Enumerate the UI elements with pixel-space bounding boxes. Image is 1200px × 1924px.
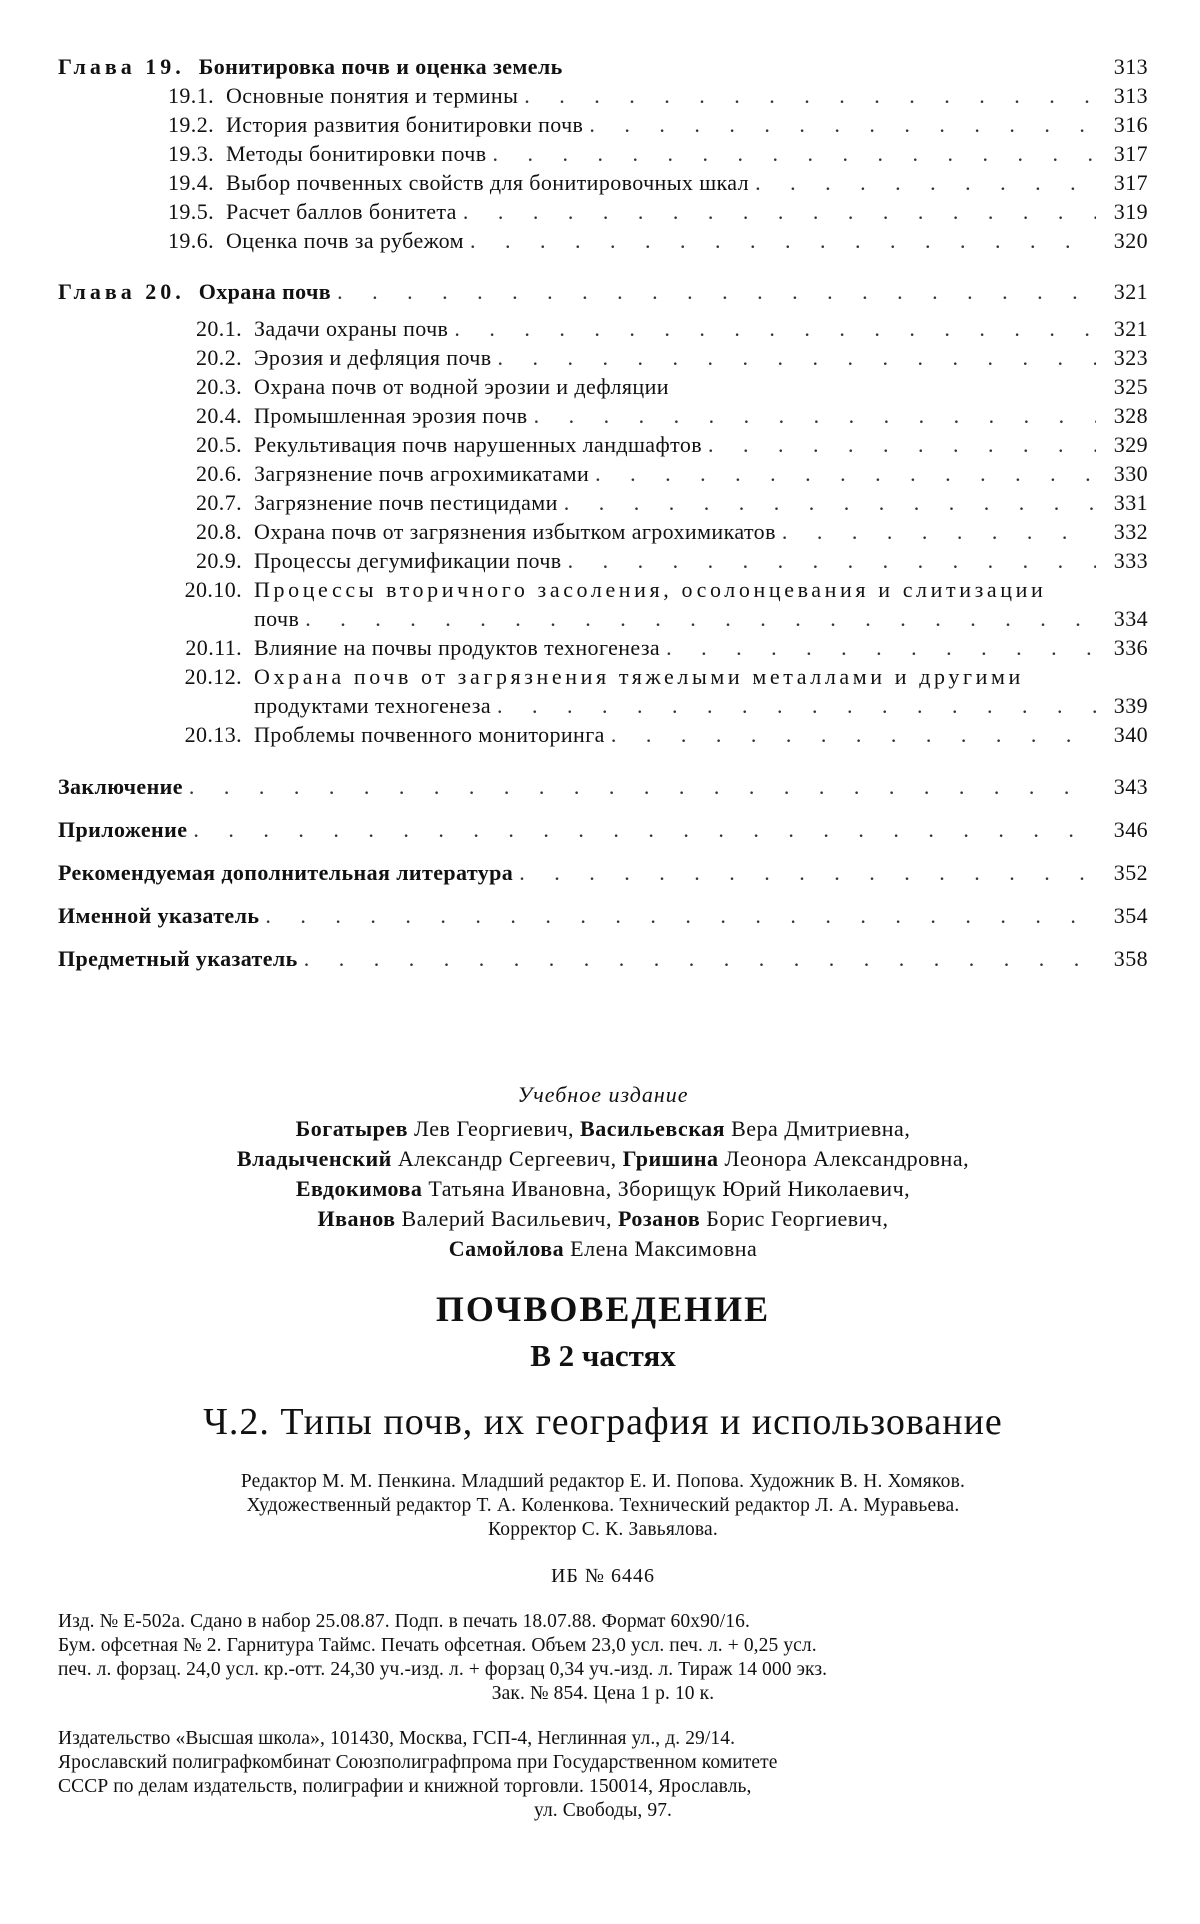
page-number: 323 <box>1113 345 1148 370</box>
section-title: Задачи охраны почв <box>254 316 449 341</box>
author-surname: Иванов <box>317 1206 396 1231</box>
page-number: 317 <box>1113 170 1148 195</box>
leader-dots <box>497 691 1096 720</box>
toc-section-19-5[interactable] <box>58 197 1148 226</box>
author-surname: Владыченский <box>236 1146 392 1171</box>
edition-type: Учебное издание <box>517 1082 689 1107</box>
chapter-title: Бонитировка почв и оценка земель <box>198 54 563 79</box>
tech-line: Изд. № Е-502а. Сдано в набор 25.08.87. Подп. в печать 18.07.88. Формат 60х90/16. <box>58 1611 750 1632</box>
author-name: Лев Георгиевич <box>414 1116 569 1141</box>
entry-title: Заключение <box>58 774 183 799</box>
page-number: 332 <box>1113 519 1148 544</box>
page-number: 319 <box>1113 199 1148 224</box>
leader-dots <box>493 139 1096 168</box>
toc-section-20-3[interactable] <box>58 372 1148 401</box>
toc-section-19-6[interactable] <box>58 226 1148 255</box>
table-of-contents <box>58 52 1148 973</box>
section-title: Загрязнение почв пестицидами <box>254 490 558 515</box>
leader-dots <box>611 720 1096 749</box>
section-title: Влияние на почвы продуктов техногенеза <box>254 635 661 660</box>
author-surname: Розанов <box>617 1206 701 1231</box>
toc-section-20-10-continued[interactable] <box>58 604 1148 633</box>
section-number: 19.2. <box>168 112 214 137</box>
author-surname: Гришина <box>622 1146 719 1171</box>
toc-recommended-literature[interactable] <box>58 857 1148 887</box>
leader-dots <box>534 401 1096 430</box>
author-surname: Васильевская <box>580 1116 726 1141</box>
section-number: 20.10. <box>184 577 242 602</box>
part-title: Ч.2. Типы почв, их география и использование <box>203 1401 1003 1443</box>
order-and-price: Зак. № 854. Цена 1 р. 10 к. <box>491 1683 715 1704</box>
toc-section-20-12[interactable] <box>58 662 1148 691</box>
leader-dots <box>337 277 1096 306</box>
staff-line: Редактор М. М. Пенкина. Младший редактор Е. И. Попова. Художник В. Н. Хомяков. <box>240 1471 966 1492</box>
page-number: 325 <box>1113 374 1148 399</box>
author-surname: Богатырев <box>295 1116 409 1141</box>
toc-section-19-3[interactable] <box>58 139 1148 168</box>
section-number: 20.12. <box>184 664 242 689</box>
section-number: 20.6. <box>196 461 242 486</box>
section-title: Процессы дегумификации почв <box>254 548 562 573</box>
leader-dots <box>470 226 1096 255</box>
leader-dots <box>498 343 1096 372</box>
leader-dots <box>519 858 1096 887</box>
page-number: 334 <box>1113 606 1148 631</box>
author-name: Татьяна Ивановна <box>428 1176 606 1201</box>
chapter-label: Глава 19. <box>58 54 185 79</box>
page-number: 358 <box>1113 946 1148 971</box>
page-number: 346 <box>1113 817 1148 842</box>
section-title: Рекультивация почв нарушенных ландшафтов <box>254 432 703 457</box>
toc-chapter-19[interactable] <box>58 52 1148 81</box>
toc-section-20-13[interactable] <box>58 720 1148 749</box>
page-number: 336 <box>1113 635 1148 660</box>
page-number: 313 <box>1113 54 1148 79</box>
toc-section-20-12-continued[interactable] <box>58 691 1148 720</box>
section-number: 20.11. <box>185 635 242 660</box>
tech-line: печ. л. форзац. 24,0 усл. кр.-отт. 24,30 уч.-изд. л. + форзац 0,34 уч.-изд. л. Тираж 14 000 экз. <box>58 1659 828 1680</box>
section-title: Промышленная эрозия почв <box>254 403 528 428</box>
entry-title: Рекомендуемая дополнительная литература <box>58 860 514 885</box>
leader-dots <box>265 901 1096 930</box>
toc-section-20-5[interactable] <box>58 430 1148 459</box>
toc-section-20-6[interactable] <box>58 459 1148 488</box>
toc-section-19-2[interactable] <box>58 110 1148 139</box>
toc-section-19-1[interactable] <box>58 81 1148 110</box>
leader-dots <box>524 81 1096 110</box>
section-number: 20.5. <box>196 432 242 457</box>
section-title: Эрозия и дефляция почв <box>254 345 492 370</box>
leader-dots <box>595 459 1096 488</box>
editorial-staff <box>58 1470 1148 1542</box>
section-number: 19.3. <box>168 141 214 166</box>
section-title: Методы бонитировки почв <box>226 141 487 166</box>
section-title-continued: продуктами техногенеза <box>254 693 491 718</box>
section-number: 19.1. <box>168 83 214 108</box>
section-title: Охрана почв от загрязнения избытком агрохимикатов <box>254 519 776 544</box>
section-number: 20.7. <box>196 490 242 515</box>
leader-dots <box>666 633 1096 662</box>
staff-line: Корректор С. К. Завьялова. <box>488 1519 718 1540</box>
page-number: 340 <box>1113 722 1148 747</box>
author-surname: Самойлова <box>448 1236 565 1261</box>
book-title: ПОЧВОВЕДЕНИЕ <box>435 1289 771 1329</box>
author-surname: Евдокимова <box>295 1176 423 1201</box>
staff-line: Художественный редактор Т. А. Коленкова. Технический редактор Л. А. Муравьева. <box>246 1495 960 1516</box>
page-number: 354 <box>1113 903 1148 928</box>
page-number: 329 <box>1113 432 1148 457</box>
page-number: 321 <box>1113 279 1148 304</box>
chapter-title: Охрана почв <box>198 279 332 304</box>
author-name: Александр Сергеевич <box>397 1146 611 1171</box>
section-number: 19.6. <box>168 228 214 253</box>
page-number: 317 <box>1113 141 1148 166</box>
section-title: Процессы вторичного засоления, осолонцевания и слитизации <box>254 577 1047 602</box>
section-title-continued: почв <box>254 606 300 631</box>
toc-section-20-2[interactable] <box>58 343 1148 372</box>
leader-dots <box>568 546 1096 575</box>
page-number: 313 <box>1113 83 1148 108</box>
section-number: 20.9. <box>196 548 242 573</box>
authors-line: Владыченский Александр Сергеевич, Гришина Леонора Александровна, <box>236 1146 970 1171</box>
page-number: 328 <box>1113 403 1148 428</box>
page-number: 316 <box>1113 112 1148 137</box>
page-number: 320 <box>1113 228 1148 253</box>
author-name: Юрий Николаевич <box>722 1176 905 1201</box>
leader-dots <box>304 944 1096 973</box>
page-number: 343 <box>1113 774 1148 799</box>
authors-block <box>58 1114 1148 1264</box>
section-title: Охрана почв от водной эрозии и дефляции <box>254 374 669 399</box>
ib-number: ИБ № 6446 <box>550 1565 655 1587</box>
technical-details <box>58 1610 1148 1706</box>
toc-chapter-20[interactable] <box>58 277 1148 306</box>
section-number: 20.3. <box>196 374 242 399</box>
toc-section-20-7[interactable] <box>58 488 1148 517</box>
authors-line <box>58 1234 1148 1264</box>
toc-section-20-1[interactable] <box>58 314 1148 343</box>
publisher-line: ул. Свободы, 97. <box>533 1800 673 1821</box>
section-number: 20.1. <box>196 316 242 341</box>
section-title: Основные понятия и термины <box>226 83 519 108</box>
leader-dots <box>305 604 1096 633</box>
publisher-line: Издательство «Высшая школа», 101430, Москва, ГСП-4, Неглинная ул., д. 29/14. <box>58 1728 736 1749</box>
toc-section-20-11[interactable] <box>58 633 1148 662</box>
section-number: 20.8. <box>196 519 242 544</box>
toc-conclusion[interactable] <box>58 771 1148 801</box>
page-number: 321 <box>1113 316 1148 341</box>
leader-dots <box>564 488 1096 517</box>
author-name: Валерий Васильевич <box>401 1206 606 1231</box>
section-title: Выбор почвенных свойств для бонитировочных шкал <box>226 170 750 195</box>
section-number: 20.4. <box>196 403 242 428</box>
leader-dots <box>463 197 1096 226</box>
author-surname: Зборищук <box>617 1176 717 1201</box>
chapter-label: Глава 20. <box>58 279 185 304</box>
page-number: 333 <box>1113 548 1148 573</box>
section-number: 20.2. <box>196 345 242 370</box>
publisher-line: Ярославский полиграфкомбинат Союзполиграфпрома при Государственном комитете <box>58 1752 778 1773</box>
toc-section-19-4[interactable] <box>58 168 1148 197</box>
tech-line: Бум. офсетная № 2. Гарнитура Таймс. Печать офсетная. Объем 23,0 усл. печ. л. + 0,25 усл. <box>58 1635 817 1656</box>
leader-dots <box>755 168 1096 197</box>
leader-dots <box>708 430 1096 459</box>
toc-section-20-10[interactable] <box>58 575 1148 604</box>
toc-appendix[interactable] <box>58 814 1148 844</box>
volume-info: В 2 частях <box>530 1338 676 1373</box>
toc-name-index[interactable] <box>58 900 1148 930</box>
toc-section-20-8[interactable] <box>58 517 1148 546</box>
leader-dots <box>189 772 1096 801</box>
section-title: Расчет баллов бонитета <box>226 199 457 224</box>
section-title: Загрязнение почв агрохимикатами <box>254 461 590 486</box>
author-name: Елена Максимовна <box>570 1236 758 1261</box>
entry-title: Именной указатель <box>58 903 260 928</box>
toc-section-20-9[interactable] <box>58 546 1148 575</box>
section-title: Оценка почв за рубежом <box>226 228 464 253</box>
toc-subject-index[interactable] <box>58 943 1148 973</box>
section-title: Проблемы почвенного мониторинга <box>254 722 605 747</box>
authors-line: Евдокимова Татьяна Ивановна, Зборищук Юрий Николаевич, <box>295 1176 911 1201</box>
section-number: 19.4. <box>168 170 214 195</box>
leader-dots <box>193 815 1096 844</box>
leader-dots <box>782 517 1096 546</box>
entry-title: Предметный указатель <box>58 946 298 971</box>
leader-dots <box>589 110 1096 139</box>
authors-line: Богатырев Лев Георгиевич, Васильевская Вера Дмитриевна, <box>295 1116 911 1141</box>
author-name: Борис Георгиевич <box>706 1206 883 1231</box>
author-name: Вера Дмитриевна <box>731 1116 905 1141</box>
author-name: Леонора Александровна <box>724 1146 964 1171</box>
publisher-line: СССР по делам издательств, полиграфии и книжной торговли. 150014, Ярославль, <box>58 1776 752 1797</box>
authors-line: Иванов Валерий Васильевич, Розанов Борис Георгиевич, <box>317 1206 889 1231</box>
page-number: 331 <box>1113 490 1148 515</box>
page-number: 339 <box>1113 693 1148 718</box>
page-number: 352 <box>1113 860 1148 885</box>
publisher-info <box>58 1727 1148 1823</box>
section-title: История развития бонитировки почв <box>226 112 584 137</box>
section-number: 19.5. <box>168 199 214 224</box>
section-title: Охрана почв от загрязнения тяжелыми металлами и другими <box>254 664 1024 689</box>
page-number: 330 <box>1113 461 1148 486</box>
toc-section-20-4[interactable] <box>58 401 1148 430</box>
leader-dots <box>454 314 1096 343</box>
section-number: 20.13. <box>184 722 242 747</box>
entry-title: Приложение <box>58 817 188 842</box>
